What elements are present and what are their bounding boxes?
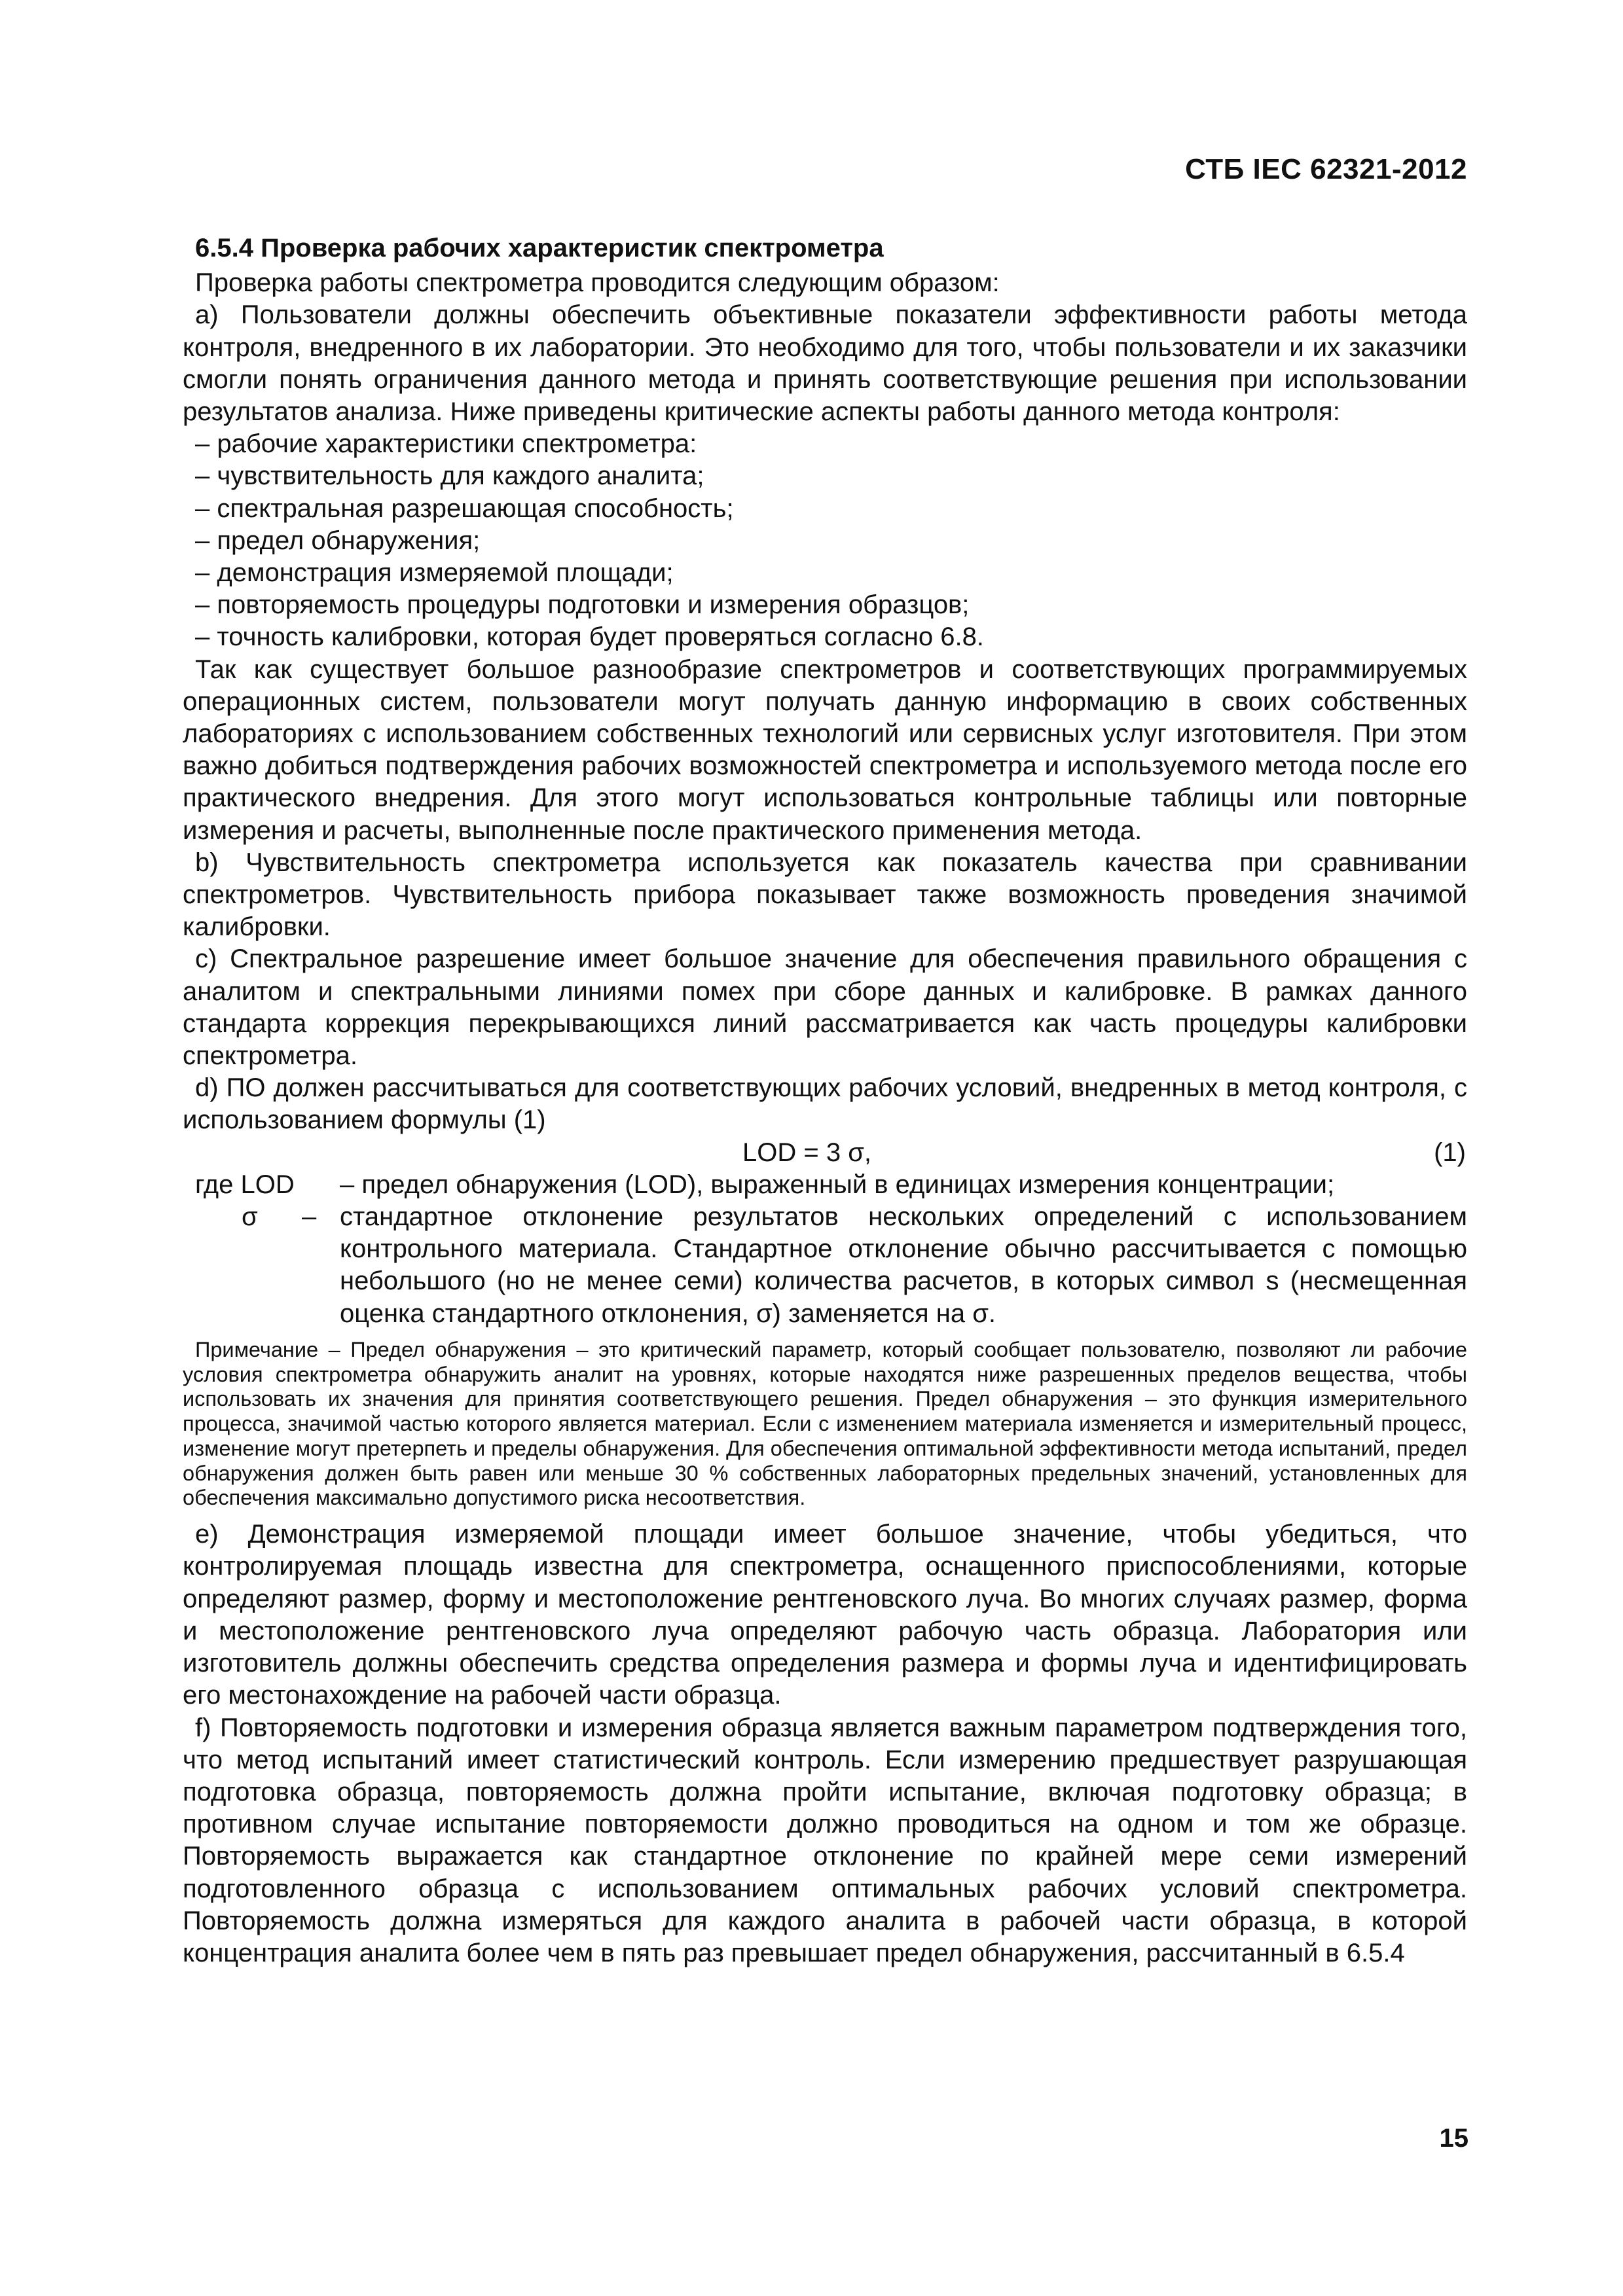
document-code-header: СТБ IEC 62321-2012 [1185, 153, 1467, 185]
definition-symbol [183, 1201, 340, 1330]
definition-term: где LOD [195, 1170, 295, 1199]
sigma-symbol: σ [242, 1202, 258, 1231]
paragraph-e: e) Демонстрация измеряемой площади имеет большое значение, чтобы убедиться, что контролируемая площадь известна для спектрометра, оснащенного приспособлениями, которые определяют размер, форму и местоположение рентгеновского луча. Во многих случаях размер, форма и местоположение рентгеновского луча определяют рабочую часть образца. Лаборатория или изготовитель должны обеспечить средства определения размера и формы луча и идентифицировать его местонахождение на рабочей части образца. [183, 1520, 1467, 1710]
list-item: – чувствительность для каждого аналита; [195, 461, 704, 491]
formula: LOD = 3 σ, [742, 1138, 871, 1167]
list-item: – предел обнаружения; [195, 526, 481, 555]
paragraph-b: b) Чувствительность спектрометра используется как показатель качества при сравнивании спектрометров. Чувствительность прибора показывает также возможность проведения значимой калибровки. [183, 848, 1467, 942]
paragraph-d: d) ПО должен рассчитываться для соответствующих рабочих условий, внедренных в метод контроля, с использованием формулы (1) [183, 1073, 1467, 1135]
paragraph-c: c) Спектральное разрешение имеет большое значение для обеспечения правильного обращения с аналитом и спектральными линиями помех при сборе данных и калибровке. В рамках данного стандарта коррекция перекрывающихся линий рассматривается как часть процедуры калибровки спектрометра. [183, 944, 1467, 1071]
paragraph-a: a) Пользователи должны обеспечить объективные показатели эффективности работы метода контроля, внедренного в их лаборатории. Это необходимо для того, чтобы пользователи и их заказчики смогли понять ограничения данного метода и принять соответствующие решения при использовании результатов анализа. Ниже приведены критические аспекты работы данного метода контроля: [183, 300, 1467, 427]
formula-number: (1) [1434, 1138, 1466, 1167]
intro-paragraph: Проверка работы спектрометра проводится следующим образом: [195, 268, 1000, 298]
definition-lod [183, 1169, 1467, 1201]
section-heading: 6.5.4 Проверка рабочих характеристик спектрометра [195, 234, 884, 262]
paragraph-a-continuation: Так как существует большое разнообразие спектрометров и соответствующих программируемых операционных систем, пользователи могут получать данную информацию в своих собственных лабораториях с использованием собственных технологий или сервисных услуг изготовителя. При этом важно добиться подтверждения рабочих возможностей спектрометра и используемого метода после его практического внедрения. Для этого могут использоваться контрольные таблицы или повторные измерения и расчеты, выполненные после практического применения метода. [183, 655, 1467, 845]
formula-row [183, 1137, 1467, 1169]
list-item: – точность калибровки, которая будет проверяться согласно 6.8. [195, 622, 984, 652]
definition-sigma [183, 1201, 1467, 1330]
note-paragraph: Примечание – Предел обнаружения – это критический параметр, который сообщает пользователю, позволяют ли рабочие условия спектрометра обнаружить аналит на уровнях, которые находятся ниже разрешенных пределов вещества, чтобы использовать их значения для принятия соответствующего решения. Предел обнаружения – это функция измерительного процесса, значимой частью которого является материал. Если с изменением материала изменяется и измерительный процесс, изменение могут претерпеть и пределы обнаружения. Для обеспечения оптимальной эффективности метода испытаний, предел обнаружения должен быть равен или меньше 30 % собственных лабораторных предельных значений, установленных для обеспечения максимально допустимого риска несоответствия. [183, 1337, 1467, 1510]
page-number: 15 [1439, 2124, 1468, 2153]
list-item: – демонстрация измеряемой площади; [195, 558, 674, 588]
page-content [183, 232, 1467, 1969]
definition-text: – предел обнаружения (LOD), выраженный в единицах измерения концентрации; [340, 1170, 1335, 1199]
list-item: – спектральная разрешающая способность; [195, 493, 734, 523]
definition-dash: – [302, 1202, 317, 1231]
list-item: – повторяемость процедуры подготовки и измерения образцов; [195, 590, 970, 620]
definition-text: стандартное отклонение результатов нескольких определений с использованием контрольного материала. Стандартное отклонение обычно рассчитывается с помощью небольшого (но не менее семи) количества расчетов, в которых символ s (несмещенная оценка стандартного отклонения, σ) заменяется на σ. [340, 1202, 1467, 1328]
list-item: – рабочие характеристики спектрометра: [195, 429, 697, 459]
paragraph-f: f) Повторяемость подготовки и измерения образца является важным параметром подтверждения того, что метод испытаний имеет статистический контроль. Если измерению предшествует разрушающая подготовка образца, повторяемость должна пройти испытание, включая подготовку образца; в противном случае испытание повторяемости должно проводиться на одном и том же образце. Повторяемость выражается как стандартное отклонение по крайней мере семи измерений подготовленного образца с использованием оптимальных рабочих условий спектрометра. Повторяемость должна измеряться для каждого аналита в рабочей части образца, в которой концентрация аналита более чем в пять раз превышает предел обнаружения, рассчитанный в 6.5.4 [183, 1713, 1467, 1967]
